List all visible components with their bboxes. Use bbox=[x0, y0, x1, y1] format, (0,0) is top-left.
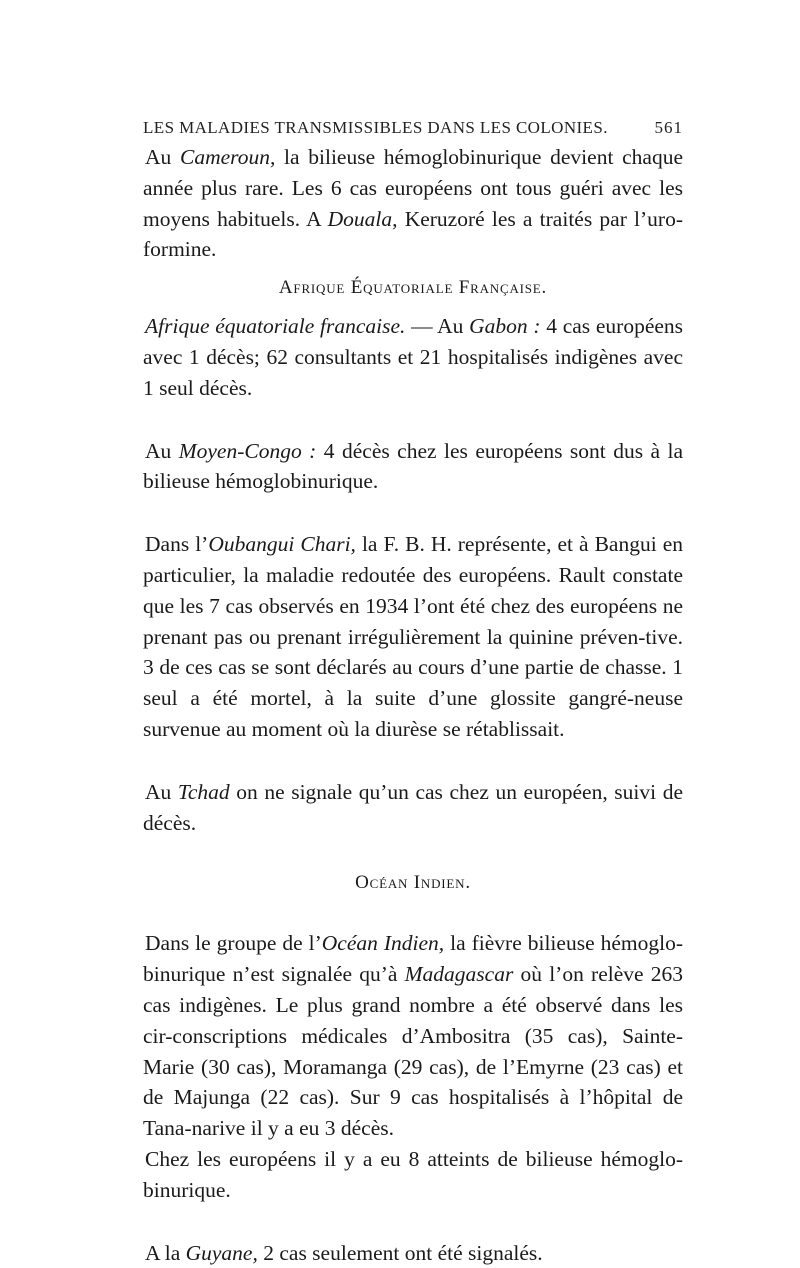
region-name: Afrique équatoriale francaise. bbox=[145, 314, 406, 339]
paragraph-europeens: Chez les européens il y a eu 8 atteints de bilieuse hémoglo-binurique. bbox=[143, 1146, 683, 1202]
section-heading-aef: Afrique Équatoriale Française. bbox=[278, 277, 548, 299]
paragraph-gabon: Afrique équatoriale francaise. — Au Gabon : 4 cas européens avec 1 décès; 62 consultants et 21 hospitalisés indigènes avec 1 seul décès. bbox=[143, 314, 684, 400]
place-name: Moyen-Congo : bbox=[178, 438, 317, 463]
paragraph-guyane: A la Guyane, 2 cas seulement ont été signalés. bbox=[145, 1240, 543, 1265]
place-name: Guyane, bbox=[185, 1240, 258, 1265]
running-header bbox=[143, 116, 683, 140]
place-name: Océan Indien, bbox=[321, 931, 445, 956]
running-title: LES MALADIES TRANSMISSIBLES DANS LES COLONIES. bbox=[143, 118, 608, 137]
paragraph-cameroun: Au Cameroun, la bilieuse hémoglobinurique devient chaque année plus rare. Les 6 cas européens ont tous guéri avec les moyens habituels. A Douala, Keruzoré les a traités par l’uro-formine. bbox=[143, 145, 683, 262]
place-name: Gabon : bbox=[469, 314, 541, 339]
place-name: Cameroun, bbox=[179, 145, 276, 169]
page-number: 561 bbox=[654, 118, 683, 137]
section-heading-ocean-indien: Océan Indien. bbox=[355, 872, 471, 894]
place-name: Douala, bbox=[327, 206, 398, 231]
place-name: Oubangui Chari, bbox=[208, 532, 356, 557]
place-name: Madagascar bbox=[404, 962, 514, 987]
place-name: Tchad bbox=[177, 779, 230, 804]
paragraph-ocean-indien: Dans le groupe de l’Océan Indien, la fièvre bilieuse hémoglo-binurique n’est signalée qu’à Madagascar où l’on relève 263 cas indigènes. Le plus grand nombre a été observé dans les cir-conscriptions médicales d’Ambositra (35 cas), Sainte-Marie (30 cas), Moramanga (29 cas), de l’Emyrne (23 cas) et de Majunga (22 cas). Sur 9 cas hospitalisés à l’hôpital de Tana-narive il y a eu 3 décès. bbox=[143, 931, 683, 1141]
page-body bbox=[143, 116, 683, 1268]
paragraph-oubangui: Dans l’Oubangui Chari, la F. B. H. représente, et à Bangui en particulier, la maladie redoutée des européens. Rault constate que les 7 cas observés en 1934 l’ont été chez des européens ne prenant pas ou prenant irrégulièrement la quinine préven-tive. 3 de ces cas se sont déclarés au cours d’une partie de chasse. 1 seul a été mortel, à la suite d’une glossite gangré-neuse survenue au moment où la diurèse se rétablissait. bbox=[143, 532, 683, 741]
paragraph-tchad: Au Tchad on ne signale qu’un cas chez un européen, suivi de décès. bbox=[143, 779, 684, 835]
paragraph-moyen-congo: Au Moyen-Congo : 4 décès chez les européens sont dus à la bilieuse hémoglobinurique. bbox=[143, 438, 684, 494]
